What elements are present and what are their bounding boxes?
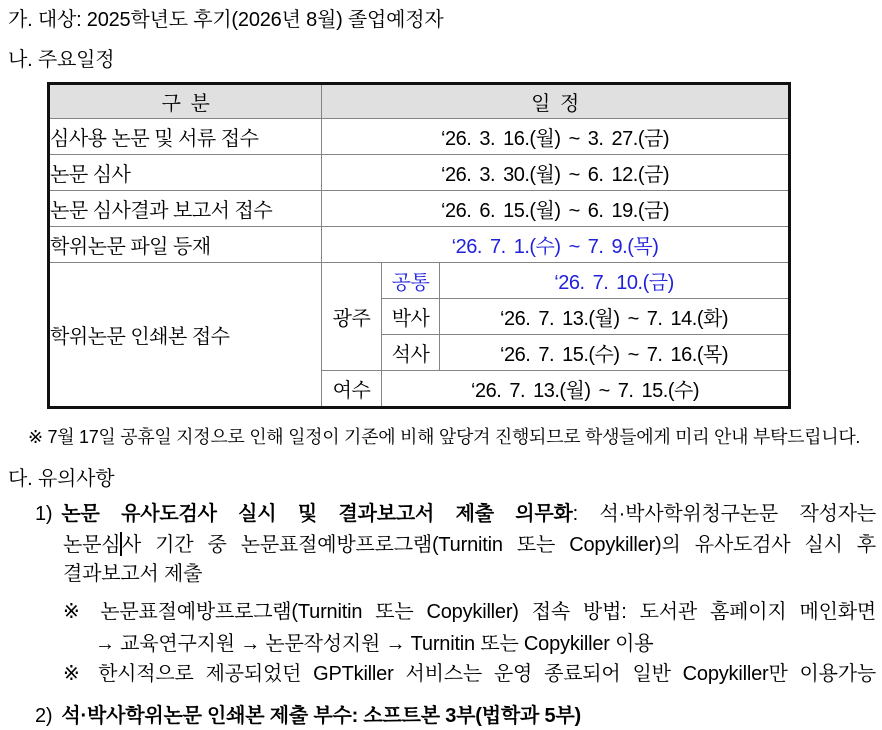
campus-gwangju-cell: 광주 bbox=[322, 263, 382, 371]
subrow-date: ‘26. 7. 15.(수) ~ 7. 16.(목) bbox=[440, 335, 790, 371]
row-label: 논문 심사 bbox=[49, 155, 322, 191]
print-row-label: 학위논문 인쇄본 접수 bbox=[49, 263, 322, 408]
header-schedule: 일 정 bbox=[322, 84, 790, 119]
notice-item-1-subnote-1-line-2: → 교육연구지원 → 논문작성지원 → Turnitin 또는 Copykiller 이용 bbox=[95, 633, 654, 655]
table-row bbox=[49, 119, 790, 155]
notice-item-1-line-1 bbox=[35, 502, 876, 526]
row-label: 학위논문 파일 등재 bbox=[49, 227, 322, 263]
table-row bbox=[49, 155, 790, 191]
table-row-print-common bbox=[49, 263, 790, 299]
subrow-date: ‘26. 7. 13.(월) ~ 7. 14.(화) bbox=[440, 299, 790, 335]
notice-heading: 다. 유의사항 bbox=[8, 468, 115, 490]
row-label: 논문 심사결과 보고서 접수 bbox=[49, 191, 322, 227]
item-number: 1) bbox=[35, 503, 53, 525]
header-category: 구 분 bbox=[49, 84, 322, 119]
item-2-bold-text: 석·박사학위논문 인쇄본 제출 부수: 소프트본 3부(법학과 5부) bbox=[61, 705, 581, 727]
schedule-heading: 나. 주요일정 bbox=[8, 49, 115, 71]
row-date: ‘26. 3. 16.(월) ~ 3. 27.(금) bbox=[322, 119, 790, 155]
item-1-rest: : 석·박사학위청구논문 작성자는 bbox=[572, 503, 876, 525]
notice-item-1-line-2 bbox=[63, 532, 876, 556]
item-number: 2) bbox=[35, 705, 53, 727]
table-row bbox=[49, 191, 790, 227]
target-line: 가. 대상: 2025학년도 후기(2026년 8월) 졸업예정자 bbox=[8, 9, 444, 31]
row-date-highlight: ‘26. 7. 1.(수) ~ 7. 9.(목) bbox=[322, 227, 790, 263]
holiday-note: ※ 7월 17일 공휴일 지정으로 인해 일정이 기존에 비해 앞당겨 진행되므로 학생들에게 미리 안내 부탁드립니다. bbox=[28, 427, 861, 447]
item-1-bold-title: 논문 유사도검사 실시 및 결과보고서 제출 의무화 bbox=[61, 503, 573, 525]
notice-item-2 bbox=[35, 704, 882, 728]
line-2-pre-caret: 논문심 bbox=[63, 534, 121, 556]
schedule-table bbox=[47, 82, 791, 409]
row-date: ‘26. 3. 30.(월) ~ 6. 12.(금) bbox=[322, 155, 790, 191]
notice-item-1-subnote-2: ※ 한시적으로 제공되었던 GPTkiller 서비스는 운영 종료되어 일반 Copykiller만 이용가능 bbox=[63, 663, 876, 685]
table-row bbox=[49, 227, 790, 263]
subrow-date: ‘26. 7. 13.(월) ~ 7. 15.(수) bbox=[382, 371, 790, 408]
subrow-type: 공통 bbox=[382, 263, 440, 299]
subrow-type: 석사 bbox=[382, 335, 440, 371]
campus-yeosu-cell: 여수 bbox=[322, 371, 382, 408]
row-label: 심사용 논문 및 서류 접수 bbox=[49, 119, 322, 155]
table-header-row bbox=[49, 84, 790, 119]
subrow-type: 박사 bbox=[382, 299, 440, 335]
notice-item-1-subnote-1-line-1: ※ 논문표절예방프로그램(Turnitin 또는 Copykiller) 접속 방법: 도서관 홈페이지 메인화면 bbox=[63, 601, 876, 623]
row-date: ‘26. 6. 15.(월) ~ 6. 19.(금) bbox=[322, 191, 790, 227]
subrow-date-highlight: ‘26. 7. 10.(금) bbox=[440, 263, 790, 299]
line-2-post-caret: 사 기간 중 논문표절예방프로그램(Turnitin 또는 Copykiller)의 유사도검사 실시 후 bbox=[121, 534, 876, 556]
notice-item-1-line-3: 결과보고서 제출 bbox=[63, 563, 203, 585]
